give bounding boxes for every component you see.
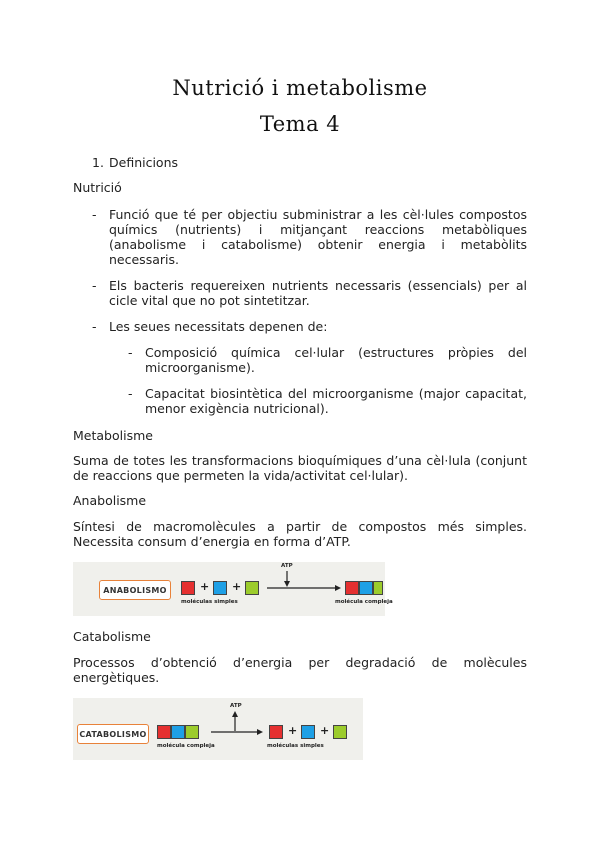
green-molecule	[245, 581, 259, 595]
page-subtitle: Tema 4	[259, 112, 341, 136]
reaction-arrow	[209, 709, 263, 735]
green-molecule	[373, 581, 383, 595]
reaction-arrow	[265, 569, 341, 593]
right-caption: moléculas simples	[267, 743, 324, 749]
green-molecule	[333, 725, 347, 739]
blue-molecule	[213, 581, 227, 595]
red-molecule	[345, 581, 359, 595]
catabolism-diagram	[73, 698, 363, 760]
nutricio-heading: Nutrició	[73, 180, 122, 195]
catabolism-label: CATABOLISMO	[77, 724, 149, 744]
metabolisme-heading: Metabolisme	[73, 428, 153, 443]
sub-bullet-dash: -	[128, 345, 133, 360]
page-title: Nutrició i metabolisme	[172, 76, 428, 100]
section-number: 1.	[92, 155, 104, 170]
nutricio-bullet-3: Les seues necessitats depenen de:	[109, 319, 328, 334]
green-molecule	[185, 725, 199, 739]
anabolisme-text: Síntesi de macromolècules a partir de compostos més simples. Necessita consum d’energia en forma d’ATP.	[73, 519, 527, 549]
metabolisme-text: Suma de totes les transformacions bioquímiques d’una cèl·lula (conjunt de reaccions que permeten la vida/activitat cel·lular).	[73, 453, 527, 483]
section-label: Definicions	[109, 155, 179, 170]
anabolisme-heading: Anabolisme	[73, 493, 147, 508]
anabolism-label: ANABOLISMO	[99, 580, 171, 600]
plus-sign: +	[200, 580, 210, 593]
bullet-dash: -	[92, 278, 97, 293]
catabolisme-heading: Catabolisme	[73, 629, 151, 644]
left-caption: molécula compleja	[157, 743, 215, 749]
plus-sign: +	[288, 724, 298, 737]
nutricio-bullet-1: Funció que té per objectiu subministrar a les cèl·lules compostos químics (nutrients) i mitjançant reaccions metabòliques (anabolisme i catabolisme) obtenir energia i metabòlits necessaris.	[109, 207, 527, 267]
anabolism-diagram	[73, 562, 393, 616]
left-caption: moléculas simples	[181, 599, 238, 605]
sub-bullet-dash: -	[128, 386, 133, 401]
right-caption: molécula compleja	[335, 599, 393, 605]
red-molecule	[181, 581, 195, 595]
atp-label: ATP	[230, 703, 242, 709]
atp-label: ATP	[281, 563, 293, 569]
bullet-dash: -	[92, 319, 97, 334]
nutricio-sub-bullet-2: Capacitat biosintètica del microorganisme (major capacitat, menor exigència nutricional).	[145, 386, 527, 416]
plus-sign: +	[232, 580, 242, 593]
plus-sign: +	[320, 724, 330, 737]
blue-molecule	[359, 581, 373, 595]
bullet-dash: -	[92, 207, 97, 222]
blue-molecule	[171, 725, 185, 739]
red-molecule	[269, 725, 283, 739]
catabolisme-text: Processos d’obtenció d’energia per degradació de molècules energètiques.	[73, 655, 527, 685]
blue-molecule	[301, 725, 315, 739]
nutricio-sub-bullet-1: Composició química cel·lular (estructures pròpies del microorganisme).	[145, 345, 527, 375]
red-molecule	[157, 725, 171, 739]
nutricio-bullet-2: Els bacteris requereixen nutrients necessaris (essencials) per al cicle vital que no pot sintetitzar.	[109, 278, 527, 308]
